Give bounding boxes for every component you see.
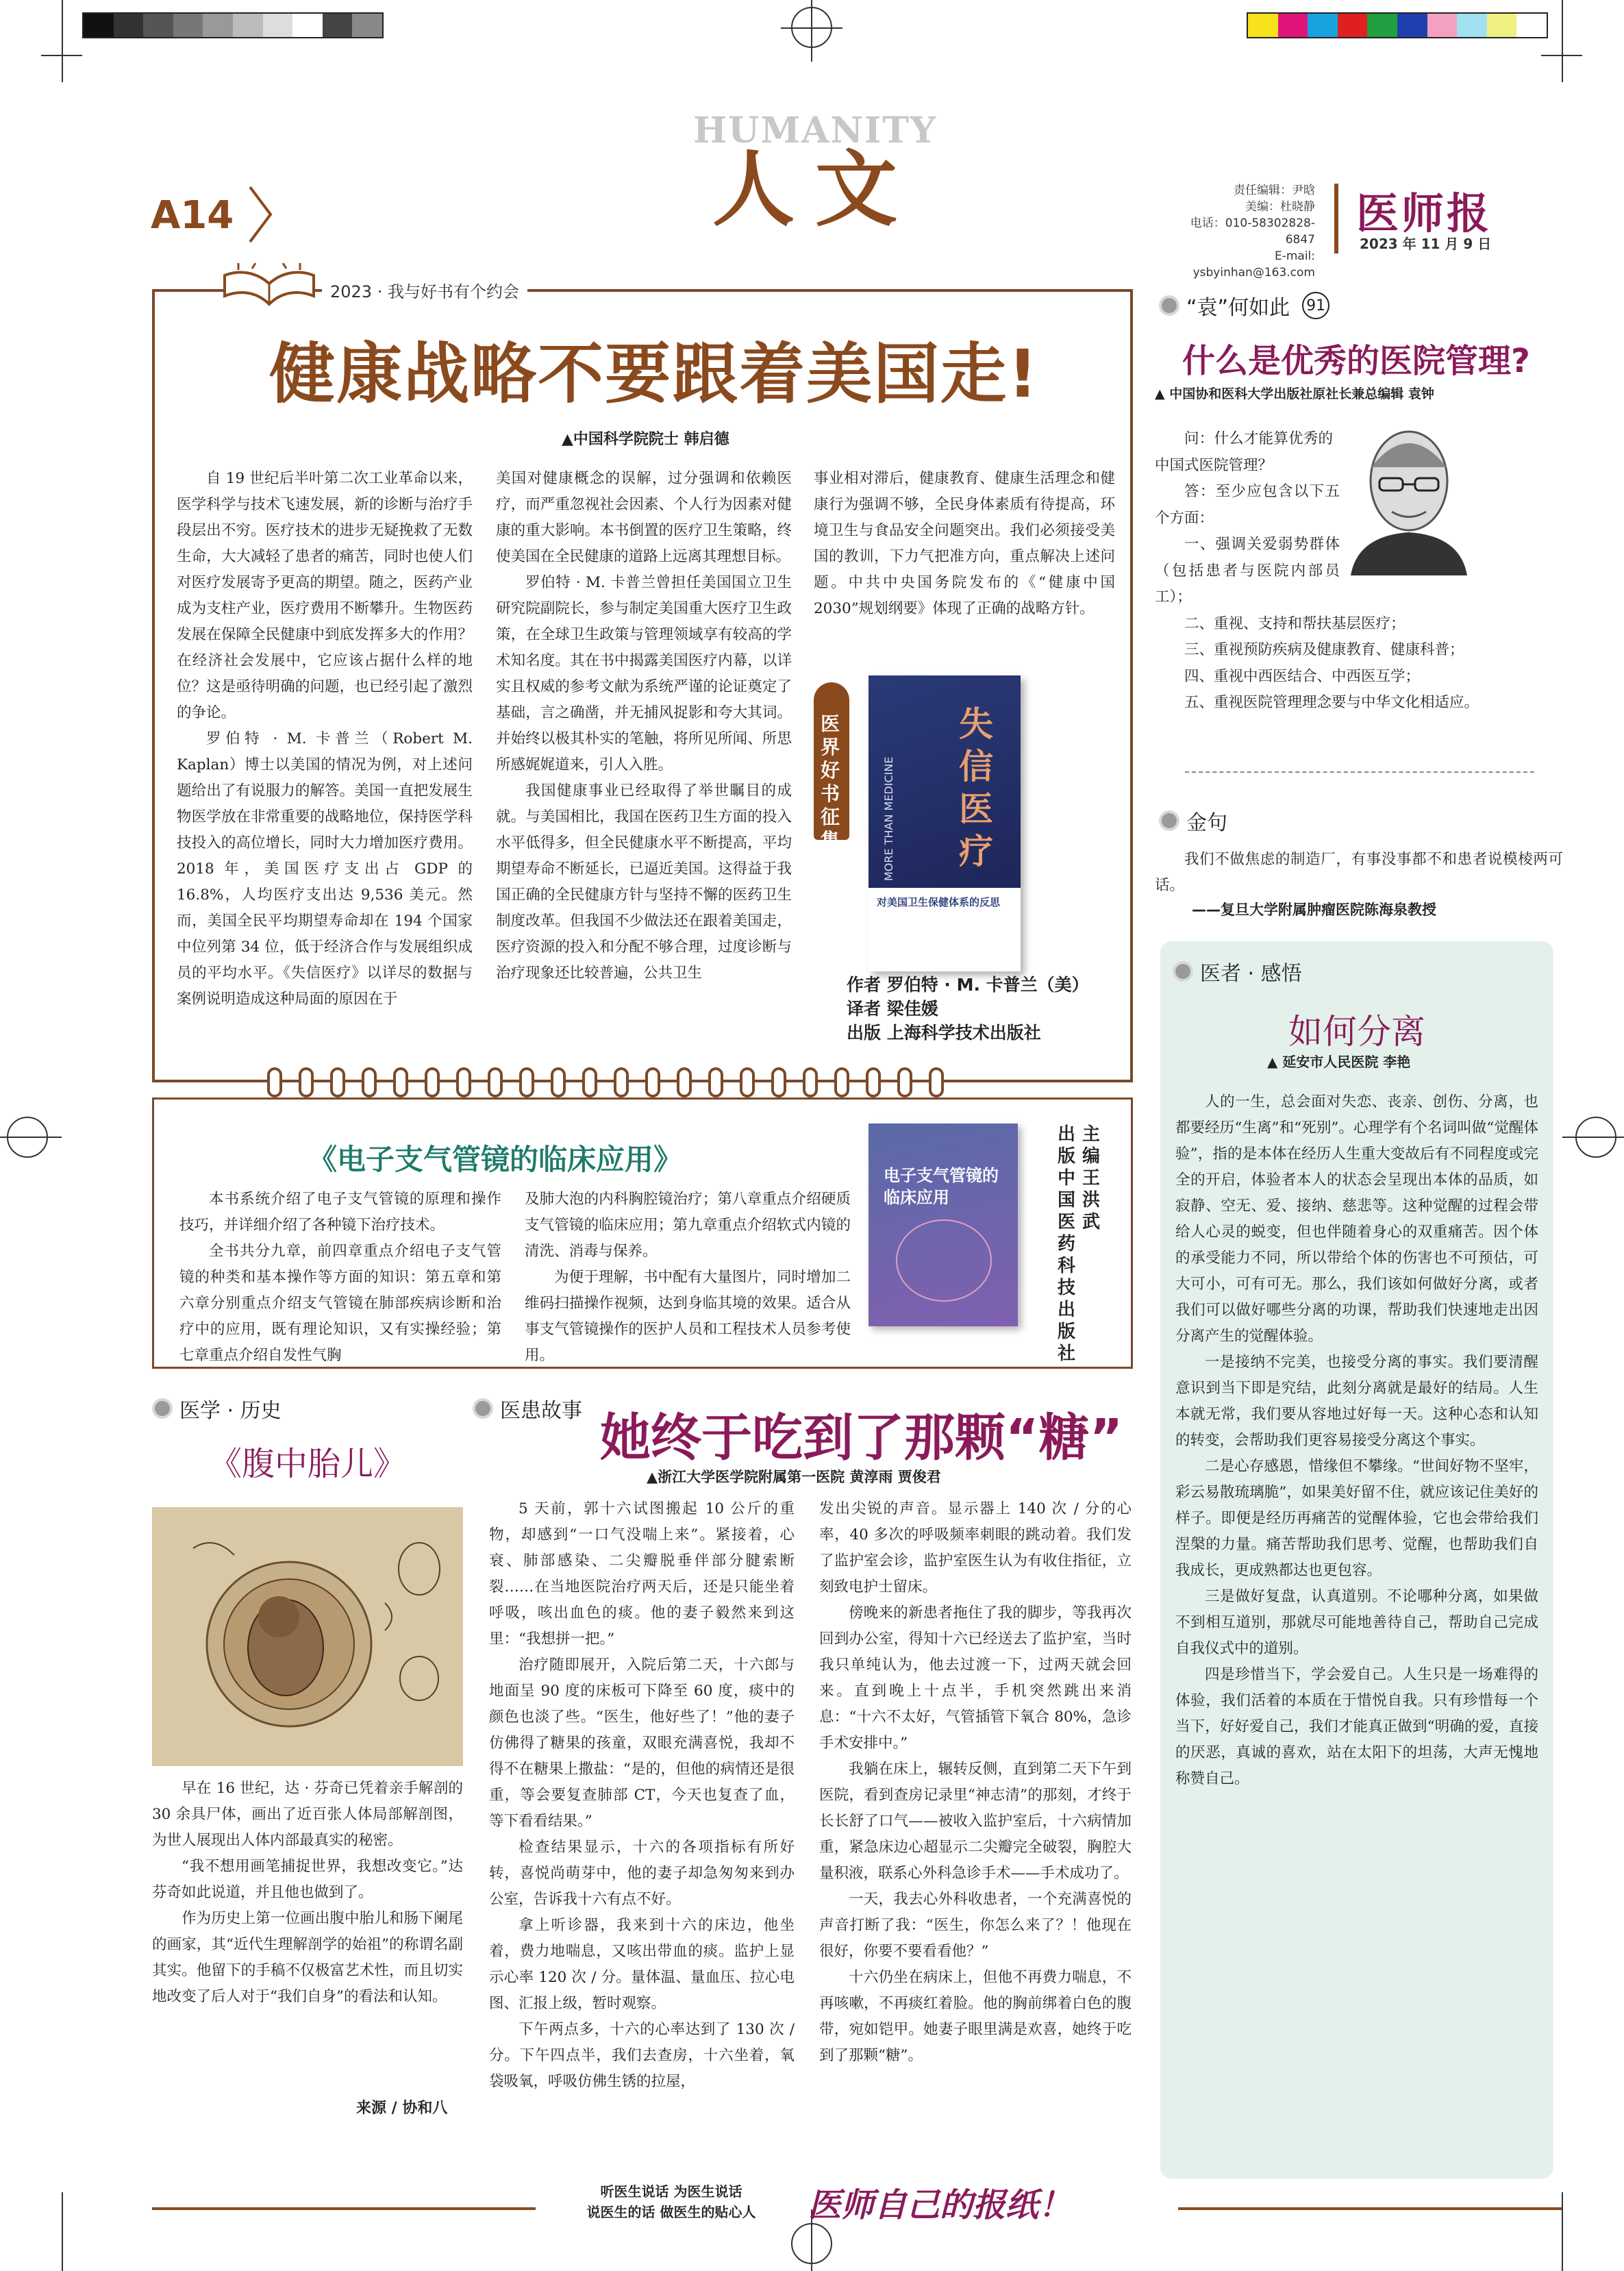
footer-slogan: 医师自己的报纸！ bbox=[808, 2186, 1072, 2224]
paragraph: 自 19 世纪后半叶第二次工业革命以来，医学科学与技术飞速发展，新的诊断与治疗手段层出不穷。医疗技术的进步无疑挽救了无数生命，大大减轻了患者的痛苦，同时也使人们对医疗发展寄予更高的期望。随之，医药产业成为支柱产业，医疗费用不断攀升。生物医药发展在保障全民健康中到底发挥多大的作用？在经济社会发展中，它应该占据什么样的地位？这是亟待明确的问题，也已经引起了激烈的争论。 bbox=[177, 470, 473, 721]
quote-text: 我们不做焦虑的制造厂，有事没事都不和患者说模棱两可话。 bbox=[1155, 851, 1563, 894]
binding-ring-icon bbox=[425, 1067, 440, 1097]
paragraph: 我国健康事业已经取得了举世瞩目的成就。与美国相比，我国在医药卫生方面的投入水平低得多，但全民健康水平不断提高，平均期望寿命不断延长，已逼近美国。这得益于我国正确的全民健康方针与坚持不懈的医药卫生制度改革。但我国不少做法还在跟着美国走，医疗资源的投入和分配不够合理，过度诊断与治疗现象还比较普遍，公共卫生 bbox=[496, 782, 792, 982]
paragraph: 傍晚来的新患者拖住了我的脚步，等我再次回到办公室，得知十六已经送去了监护室，当时我只单纯认为，他去过渡一下，过两天就会回来。直到晚上十点半，手机突然跳出来消息：“十六不太好，气管插管下氧合 80%，急诊手术安排中。” bbox=[819, 1604, 1132, 1752]
insight-byline: ▲ 延安市人民医院 李艳 bbox=[1267, 1054, 1411, 1070]
registration-bar-color bbox=[1247, 12, 1548, 38]
book-translator: 译者 梁佳媛 bbox=[847, 999, 938, 1019]
paragraph: 我躺在床上，辗转反侧，直到第二天下午到医院，看到查房记录里“神志清”的那刻，才终于长长舒了口气——被收入监护室后，十六病情加重，紧急床边心超显示二尖瓣完全破裂，胸腔大量积液，联系心外科急诊手术——手术成功了。 bbox=[819, 1761, 1132, 1882]
paragraph: “我不想用画笔捕捉世界，我想改变它。”达芬奇如此说道，并且他也做到了。 bbox=[152, 1858, 463, 1901]
mgmt-line: 一、强调关爱弱势群体（包括患者与医院内部员工）； bbox=[1155, 536, 1340, 606]
footer-motto bbox=[541, 2181, 801, 2222]
insight-title: 如何分离 bbox=[1288, 1012, 1425, 1052]
paragraph: 罗伯特 · M. 卡普兰曾担任美国国立卫生研究院副院长，参与制定美国重大医疗卫生政策，在全球卫生政策与管理领域享有较高的学术知名度。其在书中揭露美国医疗内幕，以详实且权威的参考文献为系统严谨的论证奠定了基础，言之确凿，并无捕风捉影和夸大其词。并始终以极其朴实的笔触，将所见所闻、所思所感娓娓道来，引人入胜。 bbox=[496, 574, 792, 773]
binding-ring-icon bbox=[299, 1067, 314, 1097]
editor-email: E-mail: ysbyinhan@163.com bbox=[1192, 249, 1315, 280]
footer-rule-right bbox=[1178, 2207, 1562, 2210]
paragraph: 为便于理解，书中配有大量图片，同时增加二维码扫描操作视频，达到身临其境的效果。适合从事支气管镜操作的医护人员和工程技术人员参考使用。 bbox=[525, 1269, 851, 1364]
insight-body bbox=[1175, 1089, 1538, 1792]
paragraph: 检查结果显示，十六的各项指标有所好转，喜悦尚萌芽中，他的妻子却急匆匆来到办公室，告诉我十六有点不好。 bbox=[489, 1839, 795, 1908]
section-dot-icon bbox=[473, 1398, 493, 1419]
editor-phone: 电话：010-58302828-6847 bbox=[1190, 216, 1315, 247]
issue-date: 2023 年 11 月 9 日 bbox=[1360, 236, 1492, 252]
book2-editor: 主编 王洪武 bbox=[1082, 1124, 1101, 1232]
binding-ring-icon bbox=[740, 1067, 755, 1097]
book-cover-subtitle: 对美国卫生保健体系的反思 bbox=[877, 896, 1001, 908]
binding-ring-icon bbox=[803, 1067, 818, 1097]
chevron-right-icon bbox=[247, 184, 274, 245]
ring-binding-divider bbox=[267, 1067, 944, 1097]
book-publisher: 出版 上海科学技术出版社 bbox=[847, 1023, 1041, 1043]
mgmt-byline: ▲ 中国协和医科大学出版社原社长兼总编辑 袁钟 bbox=[1155, 386, 1434, 401]
mgmt-line: 三、重视预防疾病及健康教育、健康科普； bbox=[1184, 641, 1464, 658]
dashed-divider bbox=[1185, 771, 1534, 773]
anatomy-sketch-icon bbox=[152, 1507, 463, 1766]
binding-ring-icon bbox=[393, 1067, 408, 1097]
paragraph: 一是接纳不完美，也接受分离的事实。我们要清醒意识到当下即是究结，此刻分离就是最好的结局。人生本就无常，我们要从容地过好每一天。这种心态和认知的转变，会帮助我们更容易接受分离这个事实。 bbox=[1175, 1354, 1538, 1449]
book-badge-text: 医界好书征集 bbox=[821, 712, 840, 852]
paragraph: 5 天前，郭十六试图搬起 10 公斤的重物，却感到“一口气没喘上来”。紧接着，心衰、肺部感染、二尖瓣脱垂伴部分腱索断裂……在当地医院治疗两天后，还是只能坐着呼吸，咳出血色的痰。他的妻子毅然来到这里：“我想拼一把。” bbox=[489, 1500, 795, 1648]
binding-ring-icon bbox=[488, 1067, 503, 1097]
section-dot-icon bbox=[1159, 810, 1179, 831]
lead-title: 健康战略不要跟着美国走! bbox=[269, 336, 1039, 412]
paragraph: 拿上听诊器，我来到十六的床边，他坐着，费力地喘息，又咳出带血的痰。监护上显示心率 120 次 / 分。量体温、量血压、拉心电图、汇报上级，暂时观察。 bbox=[489, 1917, 795, 2012]
book2-cover bbox=[869, 1124, 1018, 1326]
paragraph: 事业相对滞后，健康教育、健康生活理念和健康行为强调不够，全民身体素质有待提高，环境卫生与食品安全问题突出。我们必须接受美国的教训，下力气把准方向，重点解决上述问题。中共中央国务院发布的《“健康中国 2030”规划纲要》体现了正确的战略方针。 bbox=[814, 470, 1115, 617]
mgmt-line: 问：什么才能算优秀的中国式医院管理？ bbox=[1155, 430, 1333, 474]
registration-bar-gray bbox=[82, 12, 384, 38]
section-dot-icon bbox=[152, 1398, 173, 1419]
quote-tag bbox=[1159, 806, 1227, 836]
story-title: 她终于吃到了那颗“糖” bbox=[600, 1408, 1123, 1467]
paragraph: 十六仍坐在病床上，但他不再费力喘息，不再咳嗽，不再痰红着脸。他的胸前绑着白色的腹带，宛如铠甲。她妻子眼里满是欢喜，她终于吃到了那颗“糖”。 bbox=[819, 1969, 1132, 2064]
paragraph: 早在 16 世纪，达 · 芬奇已凭着亲手解剖的 30 余具尸体，画出了近百张人体局部解剖图，为世人展现出人体内部最真实的秘密。 bbox=[152, 1780, 463, 1849]
footer-rule-left bbox=[152, 2207, 536, 2210]
story-column-1 bbox=[489, 1496, 795, 2095]
binding-ring-icon bbox=[677, 1067, 692, 1097]
history-source: 来源 / 协和八 bbox=[356, 2099, 448, 2117]
history-tag-label: 医学 · 历史 bbox=[179, 1399, 282, 1423]
paragraph: 二是心存感恩，惜缘但不攀缘。“世间好物不坚牢，彩云易散琉璃脆”，如果美好留不住，就应该记住美好的样子。即便是经历再痛苦的觉醒体验，它也会带给我们涅槃的力量。痛苦帮助我们思考、觉醒，也帮助我们自我成长，更成熟都达也更包容。 bbox=[1175, 1458, 1538, 1579]
book2-column-1 bbox=[179, 1187, 501, 1369]
story-column-2 bbox=[819, 1496, 1132, 2069]
lead-column-1 bbox=[177, 466, 473, 1013]
paragraph: 本书系统介绍了电子支气管镜的原理和操作技巧，并详细介绍了各种镜下治疗技术。 bbox=[179, 1191, 501, 1234]
section-english: HUMANITY bbox=[692, 110, 938, 151]
mgmt-tag-label: “袁”何如此 bbox=[1186, 296, 1290, 320]
lead-byline: ▲中国科学院院士 韩启德 bbox=[562, 431, 729, 448]
quote-tag-label: 金句 bbox=[1186, 811, 1227, 835]
paragraph: 一天，我去心外科收患者，一个充满喜悦的声音打断了我：“医生，你怎么来了？！他现在很好，你要不要看看他？” bbox=[819, 1891, 1132, 1960]
book-cover-english: MORE THAN MEDICINE bbox=[882, 756, 895, 881]
mgmt-body bbox=[1155, 426, 1563, 717]
story-tag bbox=[473, 1393, 582, 1424]
binding-ring-icon bbox=[551, 1067, 566, 1097]
footer-motto-line2: 说医生的话 做医生的贴心人 bbox=[586, 2204, 756, 2220]
paragraph: 及肺大泡的内科胸腔镜治疗；第八章重点介绍硬质支气管镜的临床应用；第九章重点介绍软式内镜的清洗、消毒与保养。 bbox=[525, 1191, 851, 1260]
fetus-drawing bbox=[152, 1507, 463, 1766]
history-title: 《腹中胎儿》 bbox=[208, 1445, 406, 1483]
editor-info bbox=[1178, 182, 1315, 281]
lead-series-label: 2023 · 我与好书有个约会 bbox=[322, 278, 527, 302]
section-chinese: 人文 bbox=[712, 141, 918, 238]
book2-publisher: 出版 中国医药科技出版社 bbox=[1058, 1124, 1076, 1364]
paragraph: 三是做好复盘，认真道别。不论哪种分离，如果做不到相互道别，那就尽可能地善待自己，帮助自己完成自我仪式中的道别。 bbox=[1175, 1588, 1538, 1657]
paragraph: 人的一生，总会面对失恋、丧亲、创伤、分离，也都要经历“生离”和“死别”。心理学有个名词叫做“觉醒体验”，指的是本体在经历人生重大变故后有不同程度或完全的开启，体验者本人的状态会呈现出本体的品质，如寂静、空无、爱、接纳、慈悲等。这种觉醒的过程会带给人心灵的蜕变，但也伴随着身心的双重痛苦。因个体的承受能力不同，所以带给个体的伤害也不可预估，可大可小，可有可无。那么，我们该如何做好分离，或者我们可以做好哪些分离的功课，帮助我们快速地走出因分离产生的觉醒体验。 bbox=[1175, 1093, 1538, 1345]
binding-ring-icon bbox=[456, 1067, 471, 1097]
binding-ring-icon bbox=[897, 1067, 912, 1097]
paragraph: 全书共分九章，前四章重点介绍电子支气管镜的种类和基本操作等方面的知识：第五章和第六章分别重点介绍支气管镜在肺部疾病诊断和治疗中的应用，既有理论知识，又有实操经验；第七章重点介绍自发性气胸 bbox=[179, 1243, 501, 1364]
binding-ring-icon bbox=[645, 1067, 660, 1097]
lead-column-2 bbox=[496, 466, 792, 986]
binding-ring-icon bbox=[267, 1067, 282, 1097]
page-number: A14 bbox=[151, 193, 234, 238]
mgmt-tag bbox=[1159, 290, 1329, 321]
binding-ring-icon bbox=[929, 1067, 944, 1097]
binding-ring-icon bbox=[519, 1067, 534, 1097]
mgmt-line: 四、重视中西医结合、中西医互学； bbox=[1184, 667, 1421, 685]
mgmt-issue-number: 91 bbox=[1302, 292, 1329, 319]
paper-name-logo: 医师报 bbox=[1356, 188, 1492, 238]
paragraph: 美国对健康概念的误解，过分强调和依赖医疗，而严重忽视社会因素、个人行为因素对健康的重大影响。本书倒置的医疗卫生策略，终使美国在全民健康的道路上远离其理想目标。 bbox=[496, 470, 792, 565]
footer-motto-line1: 听医生说话 为医生说话 bbox=[600, 2183, 742, 2200]
mgmt-line: 五、重视医院管理理念要与中华文化相适应。 bbox=[1184, 694, 1479, 711]
section-dot-icon bbox=[1159, 295, 1179, 316]
binding-ring-icon bbox=[708, 1067, 723, 1097]
mgmt-line: 二、重视、支持和帮扶基层医疗； bbox=[1184, 615, 1406, 632]
mgmt-title: 什么是优秀的医院管理? bbox=[1182, 342, 1530, 380]
history-tag bbox=[152, 1393, 282, 1424]
paragraph: 罗伯特 · M. 卡普兰（Robert M. Kaplan）博士以美国的情况为例，对上述问题给出了有说服力的解答。美国一直把发展生物医学放在非常重要的战略地位，保持医学科技投入的高位增长，同时大力增加医疗费用。2018 年，美国医疗支出占 GDP 的 16.8%，人均医疗支出达 9,536 美元。然而，美国全民平均期望寿命却在 194 个国家中位列第 34 位，低于经济合作与发展组织成员的平均水平。《失信医疗》以详尽的数据与案例说明造成这种局面的原因在于 bbox=[177, 730, 473, 1008]
editor-name: 责任编辑：尹晗 bbox=[1234, 184, 1315, 197]
open-book-icon bbox=[218, 263, 321, 311]
book-cover bbox=[869, 675, 1021, 971]
lead-column-3 bbox=[814, 466, 1115, 622]
paragraph: 四是珍惜当下，学会爱自己。人生只是一场难得的体验，我们活着的本质在于惜悦自我。只有珍惜每一个当下，好好爱自己，我们才能真正做到“明确的爱，直接的厌恶，真诚的喜欢，站在太阳下的坦荡，大声无愧地称赞自己。 bbox=[1175, 1666, 1538, 1787]
book2-column-2 bbox=[525, 1187, 851, 1369]
binding-ring-icon bbox=[834, 1067, 849, 1097]
paragraph: 发出尖锐的声音。显示器上 140 次 / 分的心率，40 多次的呼吸频率刺眼的跳动着。我们发了监护室会诊，监护室医生认为有收住指征，立刻致电护士留床。 bbox=[819, 1500, 1132, 1596]
book-cover-title: 失信医疗 bbox=[959, 704, 993, 871]
mgmt-line: 答：至少应包含以下五个方面： bbox=[1155, 483, 1340, 527]
story-byline: ▲浙江大学医学院附属第一医院 黄淳雨 贾俊君 bbox=[647, 1469, 941, 1485]
binding-ring-icon bbox=[330, 1067, 345, 1097]
binding-ring-icon bbox=[582, 1067, 597, 1097]
binding-ring-icon bbox=[771, 1067, 786, 1097]
binding-ring-icon bbox=[362, 1067, 377, 1097]
book2-title: 《电子支气管镜的临床应用》 bbox=[308, 1143, 683, 1176]
book2-cover-title: 电子支气管镜的临床应用 bbox=[884, 1166, 999, 1207]
paragraph: 治疗随即展开，入院后第二天，十六郎与地面呈 90 度的床板可下降至 60 度，痰中的颜色也淡了些。“医生，他好些了！”他的妻子仿佛得了糖果的孩童，双眼充满喜悦，我却不得不在糖果上撒盐：“是的，但他的病情还是很重，等会要复查肺部 CT，今天也复查了血，等下看看结果。” bbox=[489, 1656, 795, 1830]
designer-name: 美编：杜晓静 bbox=[1245, 200, 1315, 214]
book-author: 作者 罗伯特 · M. 卡普兰（美） bbox=[847, 975, 1089, 995]
insight-tag bbox=[1173, 956, 1302, 986]
section-dot-icon bbox=[1173, 961, 1193, 982]
paragraph: 下午两点多，十六的心率达到了 130 次 / 分。下午四点半，我们去查房，十六坐着，氧袋吸氧，呼吸仿佛生锈的拉屋， bbox=[489, 2021, 795, 2090]
story-tag-label: 医患故事 bbox=[500, 1399, 582, 1423]
paragraph: 作为历史上第一位画出腹中胎儿和肠下阑尾的画家，其“近代生理解剖学的始祖”的称谓名副其实。他留下的手稿不仅极富艺术性，而且切实地改变了后人对于“我们自身”的看法和认知。 bbox=[152, 1910, 463, 2005]
binding-ring-icon bbox=[866, 1067, 881, 1097]
book-credits bbox=[847, 973, 1089, 1045]
history-body bbox=[152, 1776, 463, 2010]
quote-source: ——复旦大学附属肿瘤医院陈海泉教授 bbox=[1192, 902, 1436, 918]
binding-ring-icon bbox=[614, 1067, 629, 1097]
insight-tag-label: 医者 · 感悟 bbox=[1200, 962, 1302, 986]
